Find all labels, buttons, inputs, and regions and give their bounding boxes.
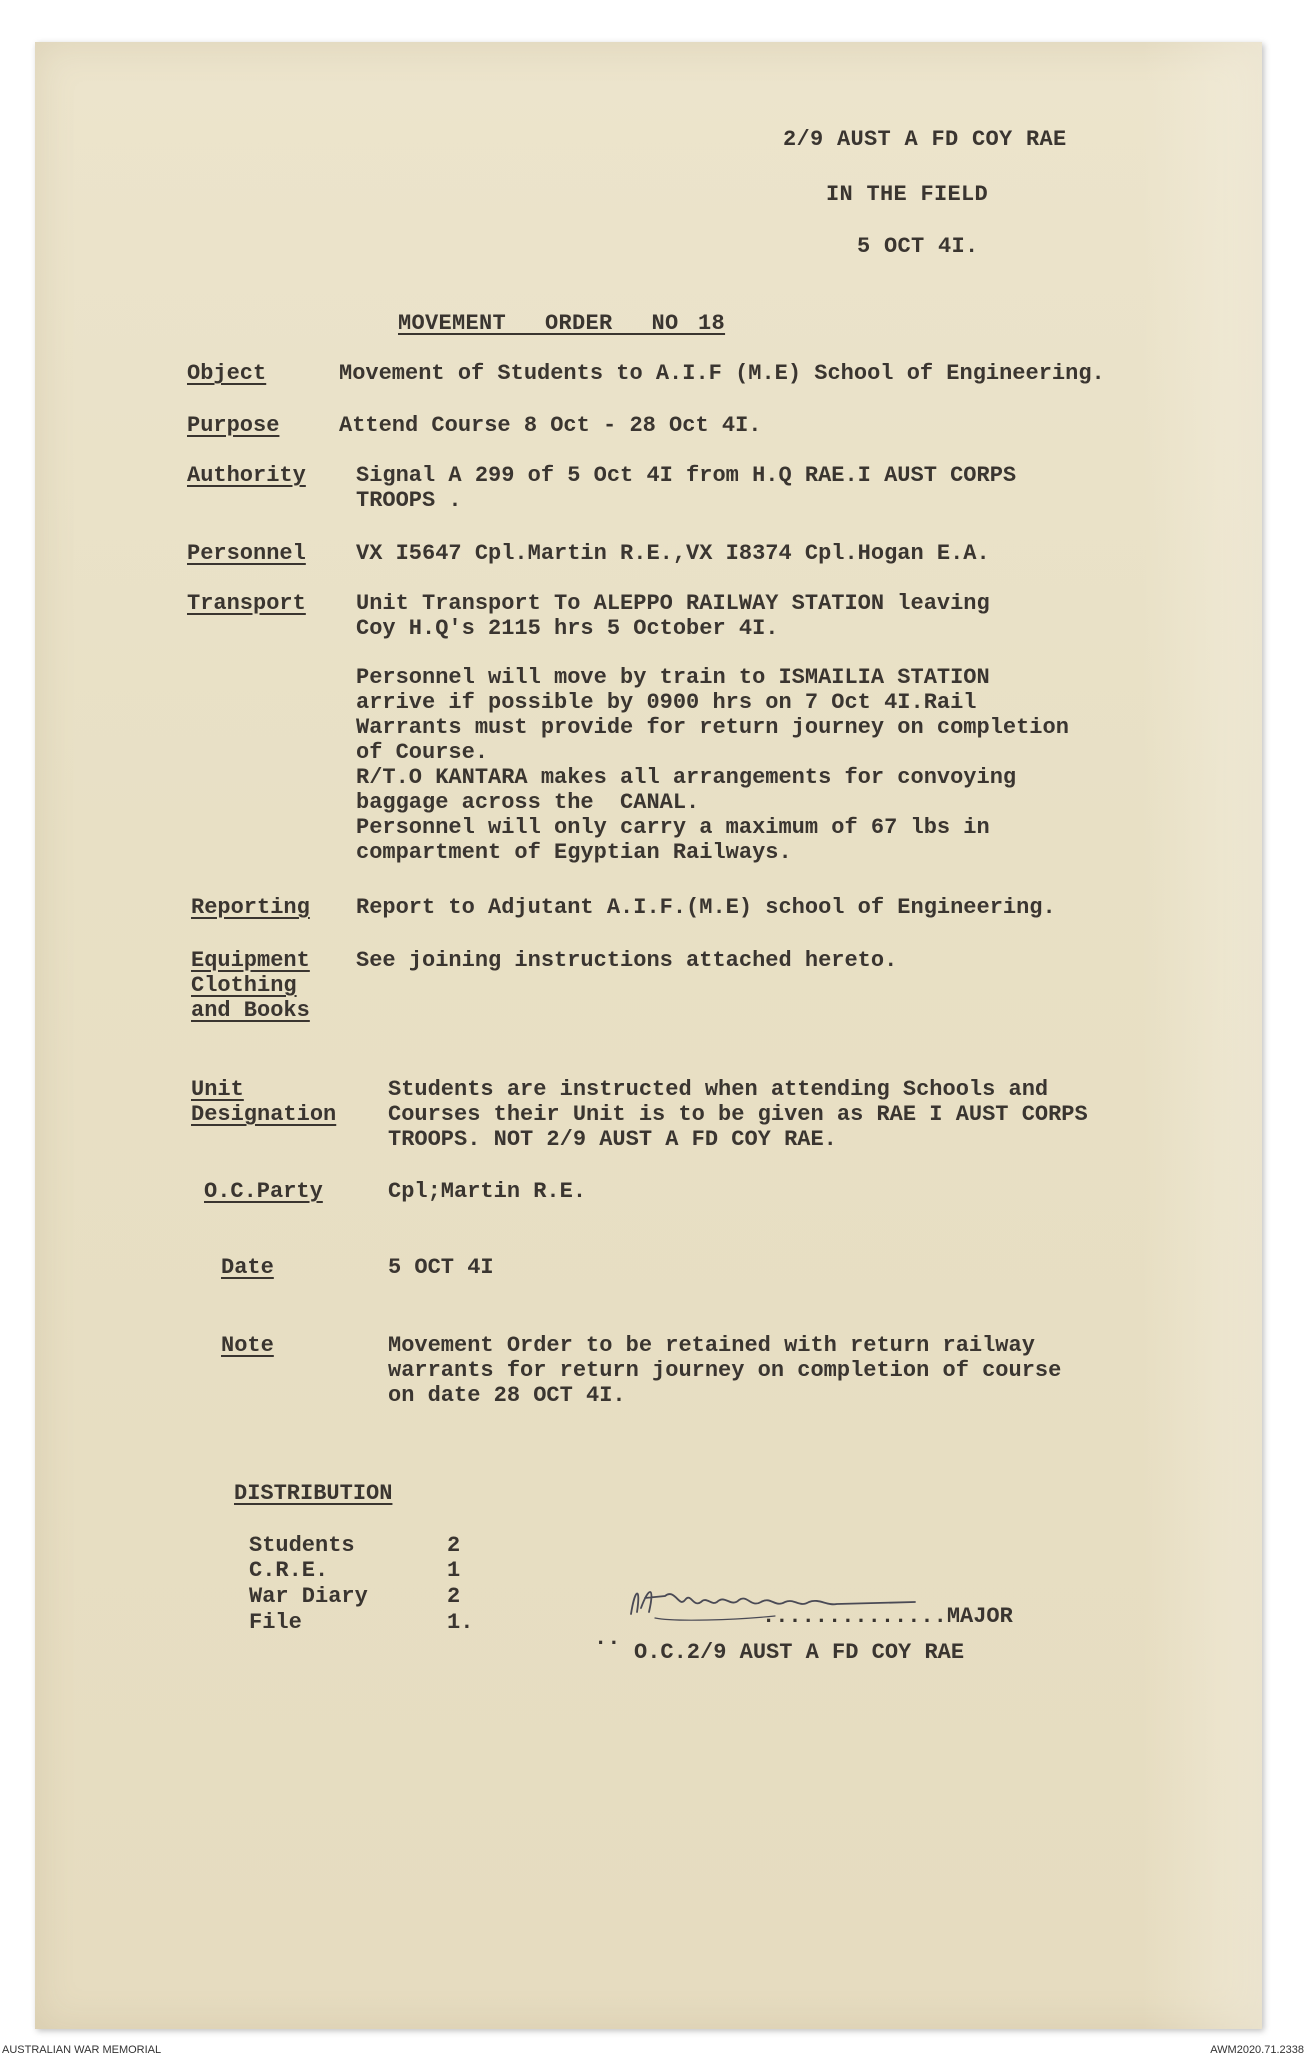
distribution-count: 2 (447, 1533, 461, 1558)
reporting-label: Reporting (191, 895, 310, 920)
distribution-name: Students (249, 1533, 355, 1558)
purpose-label: Purpose (187, 413, 280, 438)
document-title: MOVEMENT ORDER NO 18 (398, 311, 726, 336)
footer-right: AWM2020.71.2338 (1210, 2044, 1304, 2056)
unit-designation-text: Students are instructed when attending Schools and Courses their Unit is to be given as RAE I AUST CORPS TROOPS. NOT 2/9 AUST A FD COY RAE. (388, 1077, 1088, 1152)
distribution-title: DISTRIBUTION (234, 1481, 393, 1506)
date-label: Date (221, 1255, 274, 1280)
header-location: IN THE FIELD (826, 182, 989, 207)
object-text: Movement of Students to A.I.F (M.E) School of Engineering. (339, 361, 1105, 386)
unit-designation-label: Unit Designation (191, 1077, 337, 1127)
equipment-label: Equipment Clothing and Books (191, 948, 310, 1023)
purpose-text: Attend Course 8 Oct - 28 Oct 4I. (339, 413, 762, 438)
personnel-text: VX I5647 Cpl.Martin R.E.,VX I8374 Cpl.Hogan E.A. (356, 541, 990, 566)
note-text: Movement Order to be retained with return railway warrants for return journey on completion of course on date 28 OCT 4I. (388, 1333, 1062, 1408)
header-date: 5 OCT 4I. (857, 234, 979, 259)
distribution-name: File (249, 1610, 302, 1635)
oc-party-label: O.C.Party (204, 1179, 323, 1204)
signature-rank-line: ..............MAJOR (762, 1604, 1013, 1629)
distribution-count: 2 (447, 1584, 461, 1609)
oc-party-text: Cpl;Martin R.E. (388, 1179, 587, 1204)
reporting-text: Report to Adjutant A.I.F.(M.E) school of Engineering. (356, 895, 1056, 920)
header-unit: 2/9 AUST A FD COY RAE (783, 127, 1067, 152)
equipment-text: See joining instructions attached hereto. (356, 948, 898, 973)
signature-office: O.C.2/9 AUST A FD COY RAE (634, 1640, 965, 1665)
date-text: 5 OCT 4I (388, 1255, 494, 1280)
note-label: Note (221, 1333, 274, 1358)
object-label: Object (187, 361, 267, 386)
transport-label: Transport (187, 591, 306, 616)
authority-label: Authority (187, 463, 306, 488)
distribution-name: War Diary (249, 1584, 368, 1609)
distribution-count: 1 (447, 1558, 461, 1583)
personnel-label: Personnel (187, 541, 306, 566)
signature-leader-dots: .. (594, 1626, 621, 1651)
transport-details: Personnel will move by train to ISMAILIA STATION arrive if possible by 0900 hrs on 7 Oct 4I.Rail Warrants must provide for return journey on completion of Course. R/T.O KANTARA makes all arrangements for convoying baggage across the CANAL. Personnel will only carry a maximum of 67 lbs in compartment of Egyptian Railways. (356, 665, 1069, 865)
transport-text: Unit Transport To ALEPPO RAILWAY STATION leaving Coy H.Q's 2115 hrs 5 October 4I. (356, 591, 990, 641)
document-sheet (35, 42, 1262, 2029)
footer-left: AUSTRALIAN WAR MEMORIAL (2, 2044, 162, 2056)
distribution-name: C.R.E. (249, 1558, 329, 1583)
distribution-count: 1. (447, 1610, 474, 1635)
authority-text: Signal A 299 of 5 Oct 4I from H.Q RAE.I AUST CORPS TROOPS . (356, 463, 1017, 513)
